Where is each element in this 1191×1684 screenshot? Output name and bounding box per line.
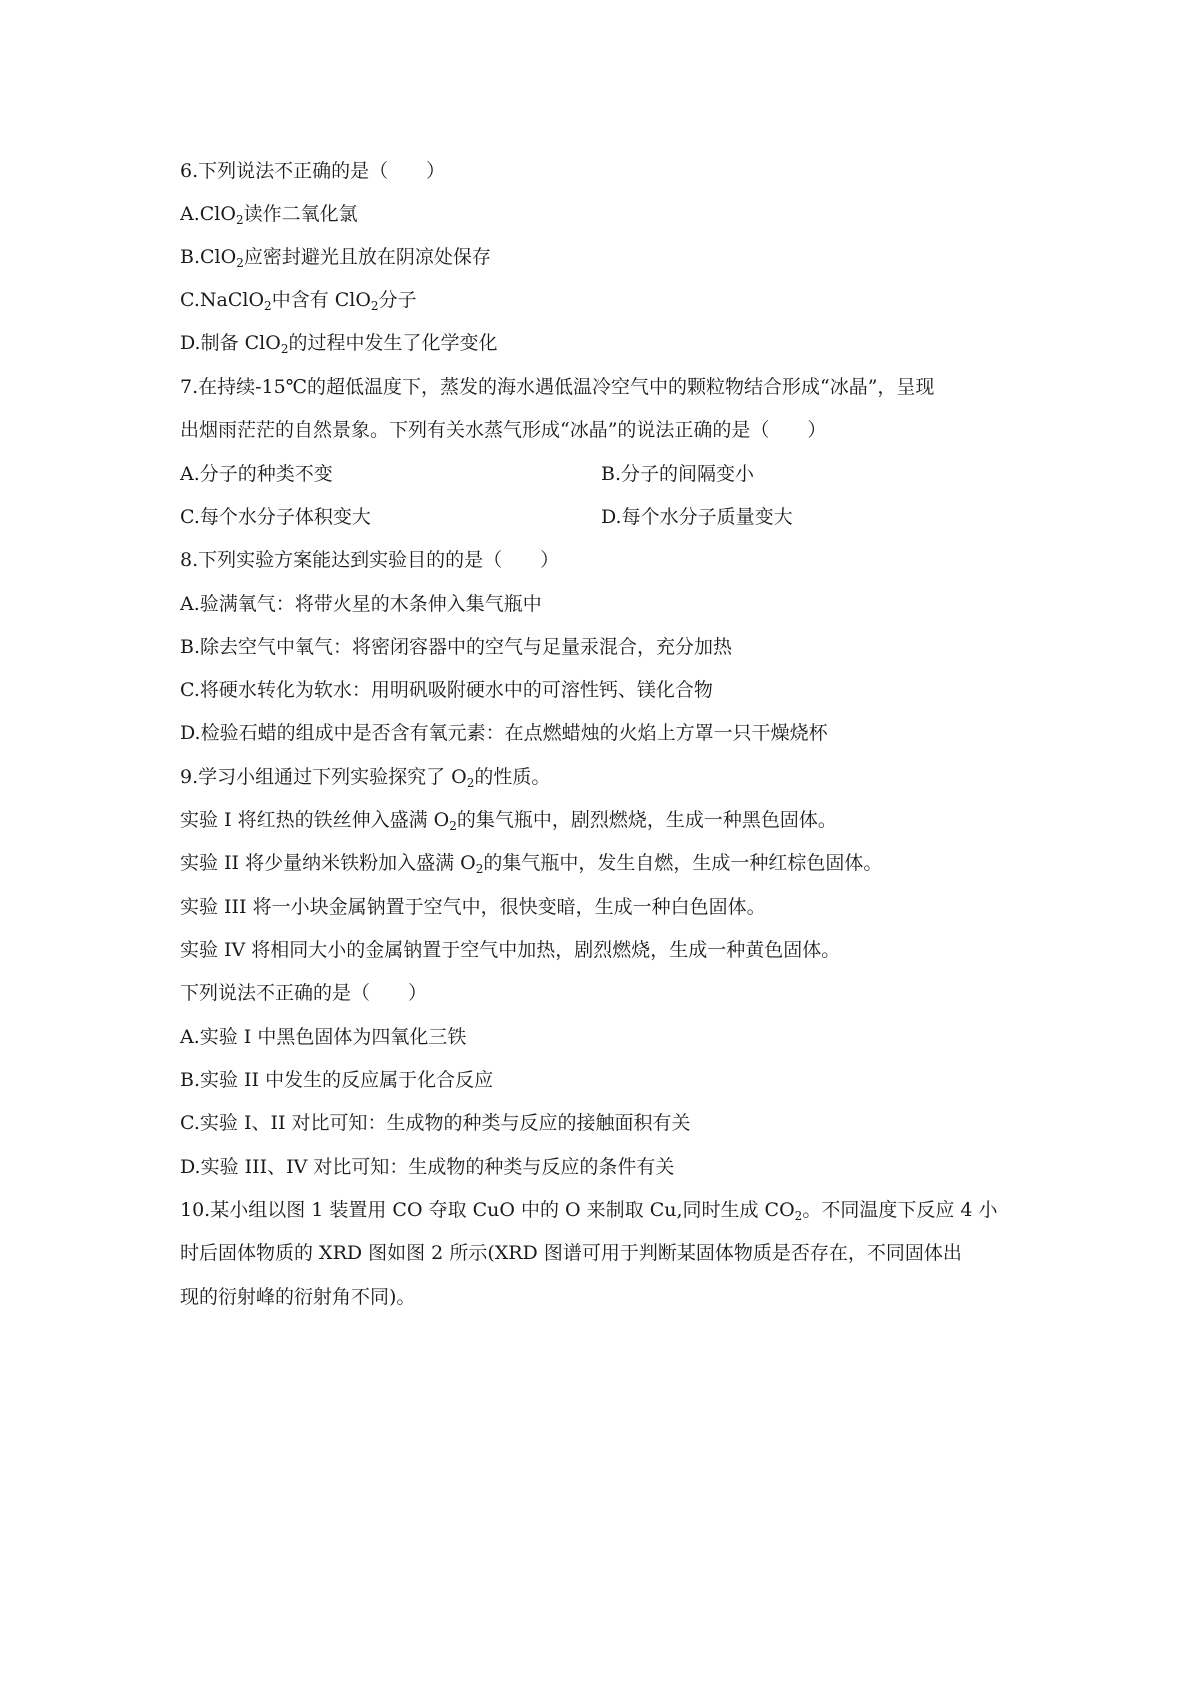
q9-experiment-4: 实验 IV 将相同大小的金属钠置于空气中加热，剧烈燃烧，生成一种黄色固体。 [180, 939, 841, 961]
q6-option-c: C.NaClO$_2$中含有 ClO$_2$分子 [180, 289, 417, 313]
q8-stem: 8.下列实验方案能达到实验目的的是（ ） [180, 549, 560, 571]
q9-option-c: C.实验 I、II 对比可知：生成物的种类与反应的接触面积有关 [180, 1112, 691, 1134]
q6-option-d: D.制备 ClO$_2$的过程中发生了化学变化 [180, 332, 498, 356]
q8-option-c: C.将硬水转化为软水：用明矾吸附硬水中的可溶性钙、镁化合物 [180, 679, 713, 701]
q7-option-c: C.每个水分子体积变大 [180, 506, 371, 528]
q6-stem: 6.下列说法不正确的是（ ） [180, 160, 446, 182]
q9-experiment-3: 实验 III 将一小块金属钠置于空气中，很快变暗，生成一种白色固体。 [180, 896, 766, 918]
q7-option-d: D.每个水分子质量变大 [601, 506, 793, 528]
q9-experiment-1: 实验 I 将红热的铁丝伸入盛满 $O_2$的集气瓶中，剧烈燃烧，生成一种黑色固体。 [180, 809, 837, 833]
q6-option-b: B.ClO$_2$应密封避光且放在阴凉处保存 [180, 246, 491, 270]
q8-option-d: D.检验石蜡的组成中是否含有氧元素：在点燃蜡烛的火焰上方罩一只干燥烧杯 [180, 722, 828, 744]
q8-option-a: A.验满氧气：将带火星的木条伸入集气瓶中 [180, 593, 542, 615]
q7-stem-line2: 出烟雨茫茫的自然景象。下列有关水蒸气形成“冰晶”的说法正确的是（ ） [180, 419, 827, 441]
q9-stem: 9.学习小组通过下列实验探究了 $O_2$的性质。 [180, 766, 551, 790]
q9-option-d: D.实验 III、IV 对比可知：生成物的种类与反应的条件有关 [180, 1156, 675, 1178]
q9-option-a: A.实验 I 中黑色固体为四氧化三铁 [180, 1026, 467, 1048]
q7-option-b: B.分子的间隔变小 [601, 463, 755, 485]
q6-option-a: A.ClO$_2$读作二氧化氯 [180, 203, 358, 227]
q10-stem-line2: 时后固体物质的 XRD 图如图 2 所示(XRD 图谱可用于判断某固体物质是否存在，不同固体出 [180, 1242, 962, 1264]
q9-experiment-2: 实验 II 将少量纳米铁粉加入盛满 $O_2$的集气瓶中，发生自燃，生成一种红棕色固体。 [180, 852, 883, 876]
q9-option-b: B.实验 II 中发生的反应属于化合反应 [180, 1069, 494, 1091]
q10-stem-line3: 现的衍射峰的衍射角不同)。 [180, 1286, 416, 1308]
q7-stem-line1: 7.在持续-15℃的超低温度下，蒸发的海水遇低温冷空气中的颗粒物结合形成“冰晶”，呈现 [180, 376, 935, 398]
q9-question: 下列说法不正确的是（ ） [180, 982, 428, 1004]
q8-option-b: B.除去空气中氧气：将密闭容器中的空气与足量汞混合，充分加热 [180, 636, 733, 658]
q7-option-a: A.分子的种类不变 [180, 463, 333, 485]
q10-stem-line1: 10.某小组以图 1 装置用 CO 夺取 CuO 中的 O 来制取 Cu,同时生成 $CO_2$。不同温度下反应 4 小 [180, 1199, 998, 1223]
